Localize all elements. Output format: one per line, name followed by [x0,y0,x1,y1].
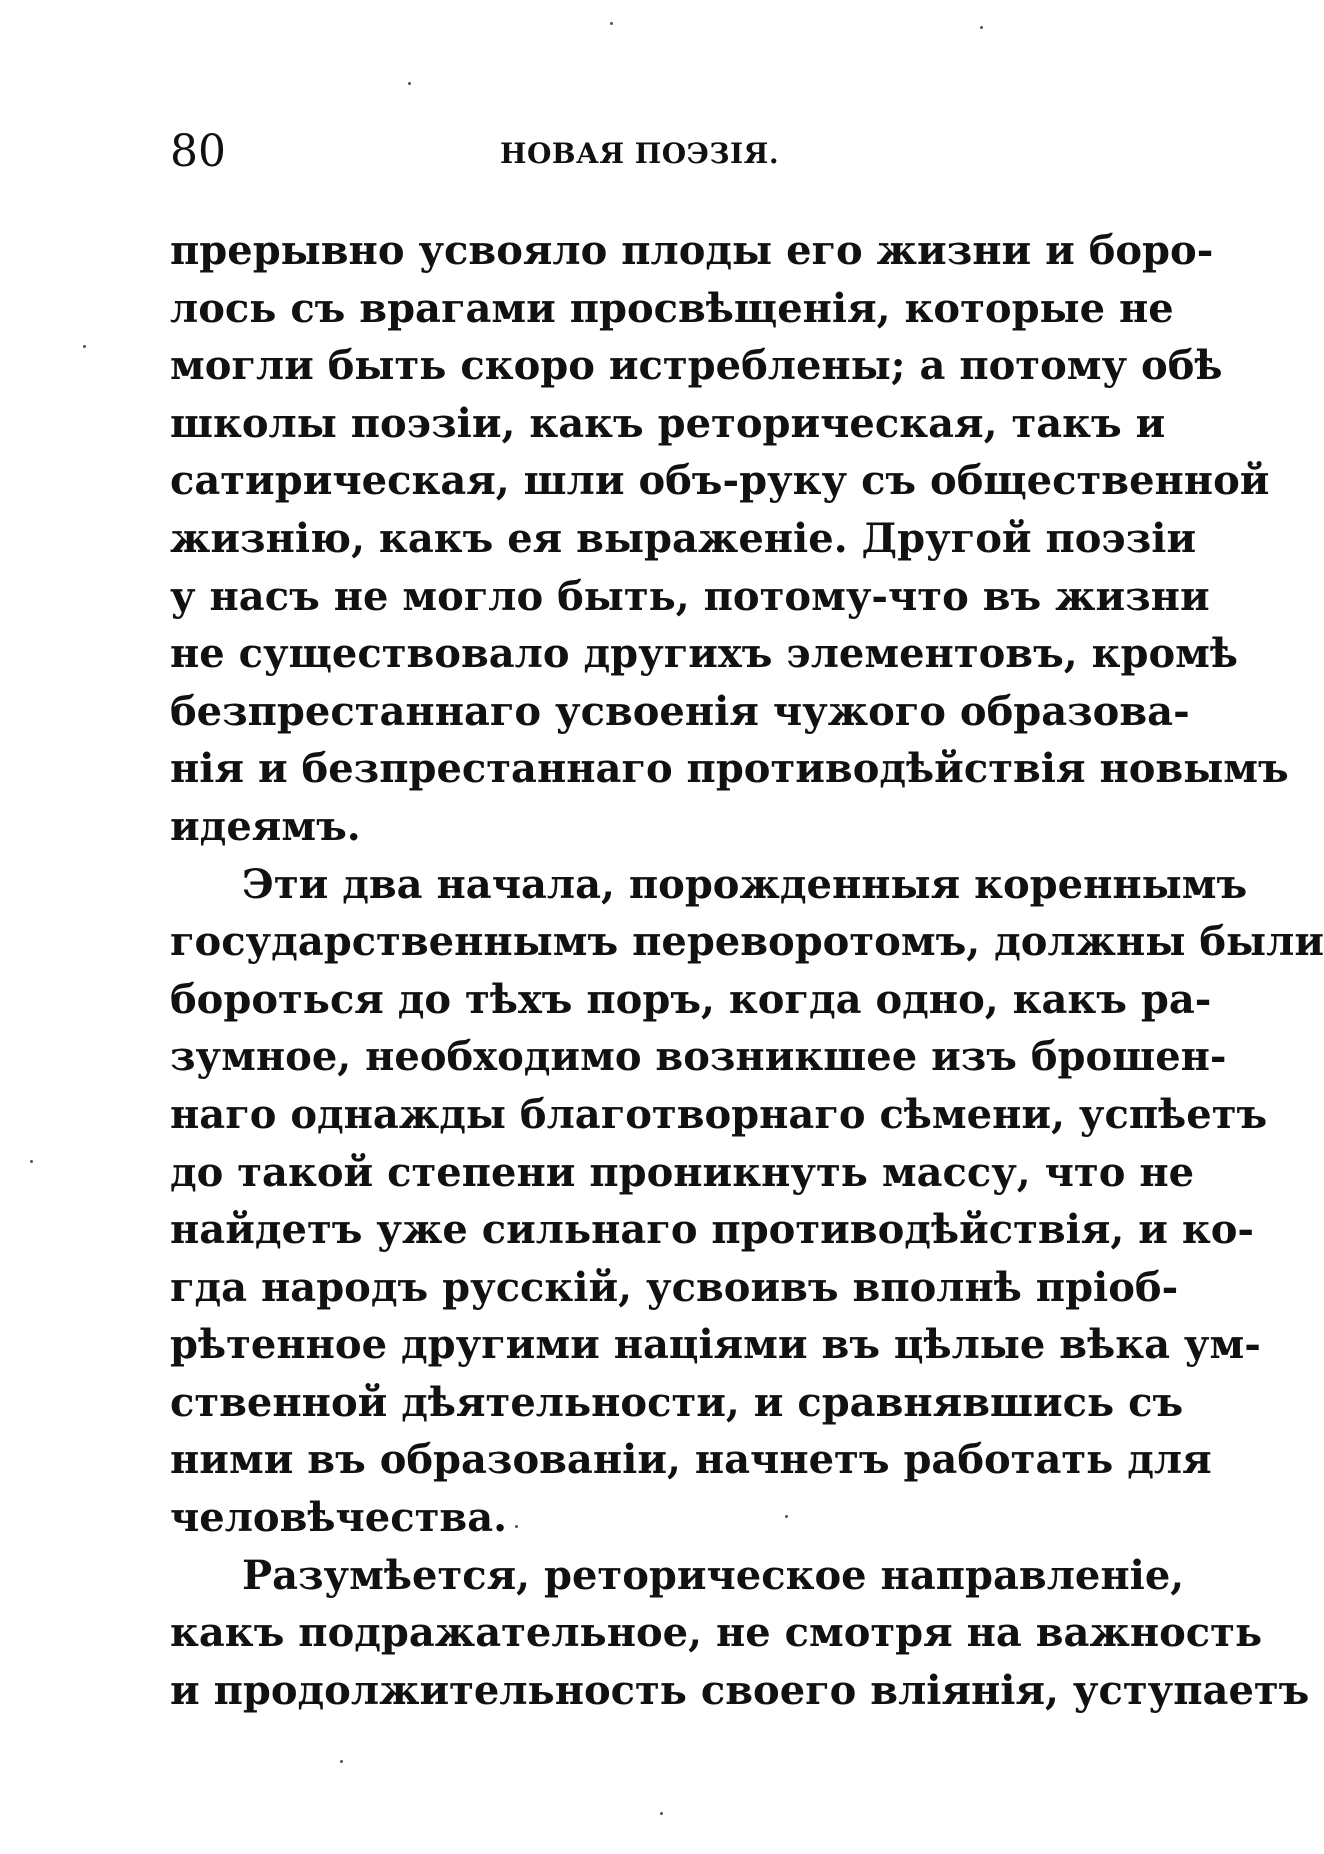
text-line: могли быть скоро истреблены; а потому обѣ [170,342,1223,390]
text-line: не существовало другихъ элементовъ, кромѣ [170,630,1239,678]
scan-speck [83,345,86,348]
text-line: зумное, необходимо возникшее изъ брошен- [170,1033,1227,1081]
text-line: Разумѣется, реторическое направленіе, [242,1551,1185,1599]
text-line: Эти два начала, порожденныя кореннымъ [242,860,1248,908]
scan-speck [980,26,983,29]
text-line: наго однажды благотворнаго сѣмени, успѣетъ [170,1090,1268,1138]
page-number: 80 [170,126,226,177]
text-line: жизнію, какъ ея выраженіе. Другой поэзіи [170,514,1197,562]
text-line: до такой степени проникнуть массу, что не [170,1148,1195,1196]
text-line: безпрестаннаго усвоенія чужого образова- [170,687,1190,735]
text-line: человѣчества. [170,1494,508,1542]
text-line: школы поэзіи, какъ реторическая, такъ и [170,399,1166,447]
scan-speck [515,1525,518,1528]
scan-speck [785,1515,788,1518]
scan-speck [660,1812,663,1815]
text-line: сатирическая, шли объ-руку съ общественной [170,457,1270,505]
text-line: лось съ врагами просвѣщенія, которые не [170,284,1174,332]
text-line: ственной дѣятельности, и сравнявшись съ [170,1378,1184,1426]
text-line: гда народъ русскій, усвоивъ вполнѣ пріоб- [170,1263,1179,1311]
text-line: у насъ не могло быть, потому-что въ жизни [170,572,1210,620]
text-line: какъ подражательное, не смотря на важность [170,1609,1263,1657]
text-line: идеямъ. [170,802,361,850]
running-head [170,122,1060,182]
text-line: ними въ образованіи, начнетъ работать для [170,1436,1212,1484]
text-line: нія и безпрестаннаго противодѣйствія новымъ [170,745,1289,793]
running-title: НОВАЯ ПОЭЗІЯ. [500,137,780,170]
body-text [170,222,1324,1719]
scan-speck [610,22,613,25]
text-line: и продолжительность своего вліянія, уступаетъ [170,1666,1310,1714]
text-line: прерывно усвояло плоды его жизни и боро- [170,227,1214,274]
text-line: рѣтенное другими націями въ цѣлые вѣка ум- [170,1321,1261,1369]
text-line: бороться до тѣхъ поръ, когда одно, какъ ра- [170,975,1212,1023]
scan-speck [408,82,411,85]
text-line: государственнымъ переворотомъ, должны были [170,918,1324,966]
scan-speck [30,1160,33,1163]
scan-speck [340,1760,343,1763]
text-line: найдетъ уже сильнаго противодѣйствія, и ко- [170,1206,1255,1254]
